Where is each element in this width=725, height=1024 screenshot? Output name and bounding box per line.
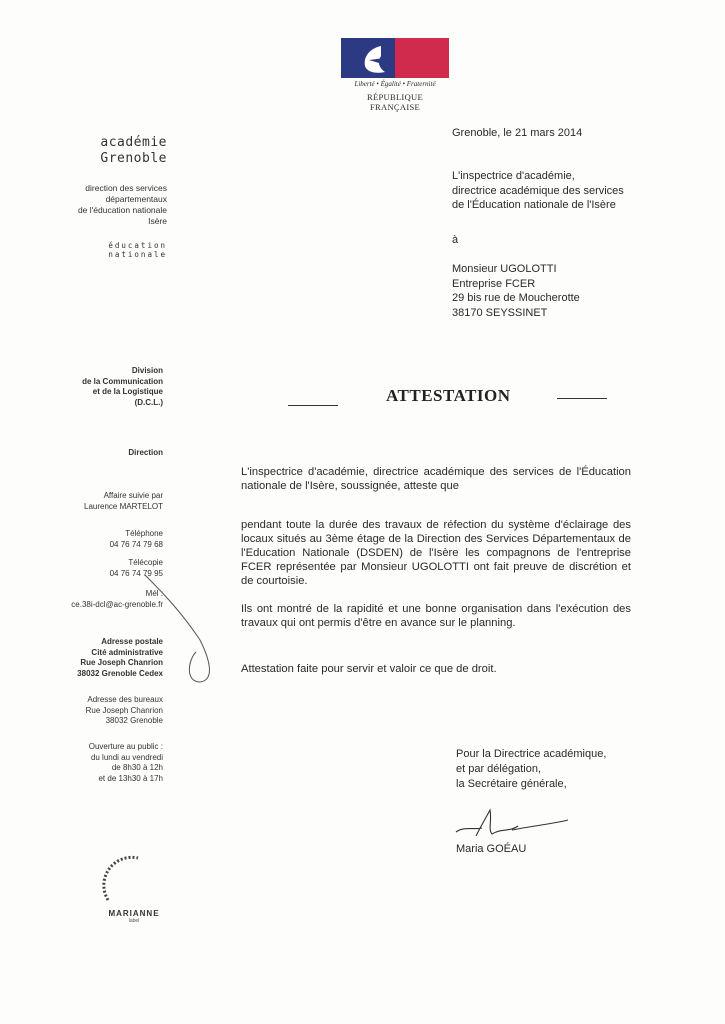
email-link[interactable]: ce.38i-dcl@ac-grenoble.fr xyxy=(71,599,163,609)
opening-hours: Ouverture au public : du lundi au vendredi de 8h30 à 12h et de 13h30 à 17h xyxy=(88,742,163,783)
signature-block: Pour la Directrice académique, et par délégation, la Secrétaire générale, xyxy=(456,748,607,790)
signer-name: Maria GOÉAU xyxy=(456,843,527,855)
sender-title: L'inspectrice d'académie, directrice académique des services de l'Éducation nationale de l'Isère xyxy=(452,170,624,211)
fax-block: Télécopie 04 76 74 79 95 xyxy=(109,558,163,578)
paragraph-intro: L'inspectrice d'académie, directrice académique des services de l'Éducation nationale de l'Isère, soussignée, atteste que xyxy=(241,466,631,492)
paragraph-closing: Attestation faite pour servir et valoir ce que de droit. xyxy=(241,663,497,675)
letter-date: Grenoble, le 21 mars 2014 xyxy=(452,127,583,139)
page-title: ATTESTATION xyxy=(386,386,511,405)
academy-line: académie xyxy=(100,135,167,150)
academy-line: Grenoble xyxy=(100,151,167,166)
title-rule-right xyxy=(557,398,607,399)
ministry-name: éducation nationale xyxy=(108,241,167,259)
phone-block: Téléphone 04 76 74 79 68 xyxy=(109,529,163,549)
division-block: Division de la Communication et de la Logistique (D.C.L.) xyxy=(82,366,163,407)
office-address: Adresse des bureaux Rue Joseph Chanrion 38032 Grenoble xyxy=(85,695,163,725)
affaire-block: Affaire suivie par Laurence MARTELOT xyxy=(84,491,163,511)
paragraph-rapidity: Ils ont montré de la rapidité et une bonne organisation dans l'exécution des travaux qui ont permis d'être en avance sur le planning. xyxy=(241,603,631,629)
academy-name xyxy=(100,135,167,167)
motto: Liberté • Égalité • Fraternité xyxy=(354,80,436,88)
to-word: à xyxy=(452,234,459,246)
pen-scribble xyxy=(140,570,220,690)
title-rule-left xyxy=(288,405,338,406)
recipient-address: Monsieur UGOLOTTI Entreprise FCER 29 bis rue de Moucherotte 38170 SEYSSINET xyxy=(452,263,580,319)
postal-address: Adresse postale Cité administrative Rue Joseph Chanrion 38032 Grenoble Cedex xyxy=(77,637,163,678)
marianne-logo xyxy=(341,38,449,110)
flag-icon xyxy=(341,38,449,78)
label-arc-icon xyxy=(98,850,170,904)
handwritten-signature xyxy=(452,806,572,846)
email-block: Mél : ce.38i-dcl@ac-grenoble.fr xyxy=(71,589,163,609)
republic-name: RÉPUBLIQUE FRANÇAISE xyxy=(367,92,423,112)
paragraph-main: pendant toute la durée des travaux de réfection du système d'éclairage des locaux situés au 3ème étage de la Direction des Services Départementaux de l'Education Nationale (DSDEN) de l'Isère les compagnons de l'entreprise FCER représentée par Monsieur UGOLOTTI ont fait preuve de discrétion et de courtoisie. xyxy=(241,519,631,587)
direction-label: Direction xyxy=(128,448,163,457)
direction-services: direction des services départementaux de l'éducation nationale Isère xyxy=(77,183,167,226)
marianne-label: MARIANNE label xyxy=(98,850,170,930)
